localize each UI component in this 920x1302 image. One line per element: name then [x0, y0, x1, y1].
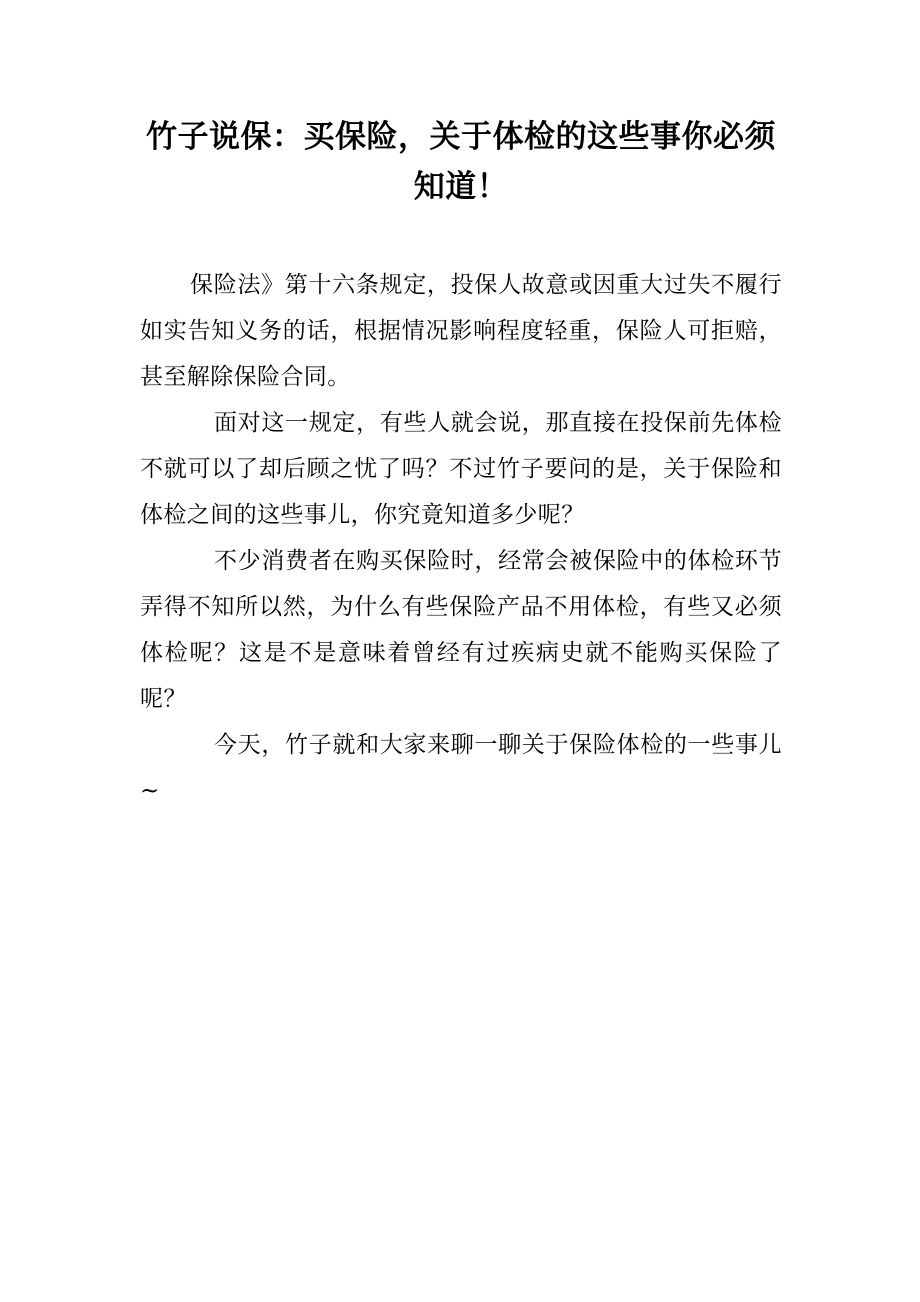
paragraph: 今天，竹子就和大家来聊一聊关于保险体检的一些事儿~ [140, 732, 782, 804]
paragraph: 面对这一规定，有些人就会说，那直接在投保前先体检不就可以了却后顾之忧了吗？不过竹子要问的是，关于保险和体检之间的这些事儿，你究竟知道多少呢？ [140, 410, 782, 528]
paragraph: 不少消费者在购买保险时，经常会被保险中的体检环节弄得不知所以然，为什么有些保险产品不用体检，有些又必须体检呢？这是不是意味着曾经有过疾病史就不能购买保险了呢？ [140, 548, 782, 712]
paragraph: 保险法》第十六条规定，投保人故意或因重大过失不履行如实告知义务的话，根据情况影响程度轻重，保险人可拒赔，甚至解除保险合同。 [140, 272, 782, 390]
document-body [140, 262, 782, 814]
document-title: 竹子说保：买保险，关于体检的这些事你必须知道！ [146, 119, 776, 205]
